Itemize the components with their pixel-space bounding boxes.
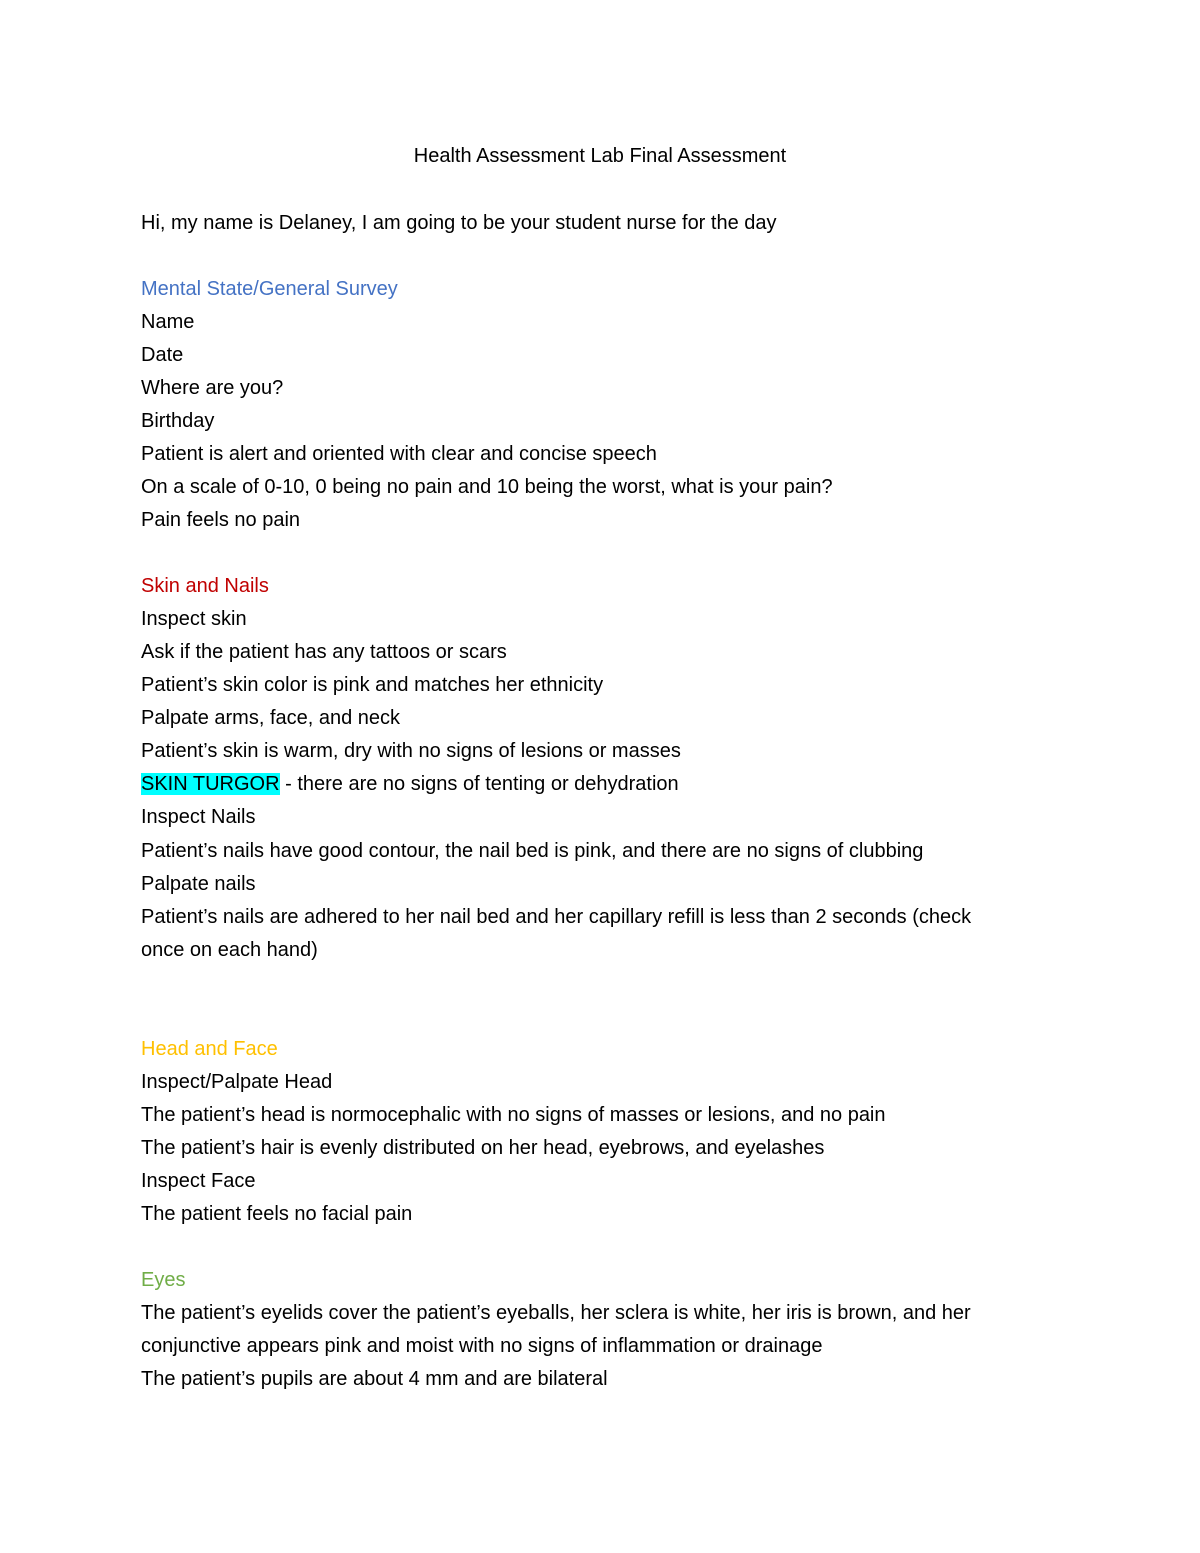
nails-line-inspect: Inspect Nails bbox=[141, 806, 256, 828]
face-line-inspect: Inspect Face bbox=[141, 1170, 256, 1192]
mental-line-birthday: Birthday bbox=[141, 410, 215, 432]
mental-line-alert: Patient is alert and oriented with clear and concise speech bbox=[141, 443, 657, 465]
section-heading-mental-state: Mental State/General Survey bbox=[141, 278, 398, 300]
mental-line-where: Where are you? bbox=[141, 377, 284, 399]
mental-line-pain-scale: On a scale of 0-10, 0 being no pain and 10 being the worst, what is your pain? bbox=[141, 476, 833, 498]
eyes-line-pupils: The patient’s pupils are about 4 mm and are bilateral bbox=[141, 1368, 608, 1390]
nails-line-palpate: Palpate nails bbox=[141, 873, 256, 895]
face-line-pain: The patient feels no facial pain bbox=[141, 1203, 413, 1225]
head-line-normocephalic: The patient’s head is normocephalic with no signs of masses or lesions, and no pain bbox=[141, 1104, 886, 1126]
section-heading-skin-nails: Skin and Nails bbox=[141, 575, 269, 597]
section-heading-eyes: Eyes bbox=[141, 1269, 186, 1291]
mental-line-pain-result: Pain feels no pain bbox=[141, 509, 301, 531]
skin-line-color: Patient’s skin color is pink and matches her ethnicity bbox=[141, 674, 604, 696]
document-title: Health Assessment Lab Final Assessment bbox=[413, 145, 787, 167]
skin-turgor-text: - there are no signs of tenting or dehydration bbox=[279, 773, 679, 795]
nails-line-contour: Patient’s nails have good contour, the nail bed is pink, and there are no signs of clubbing bbox=[141, 840, 924, 862]
nails-line-capillary: Patient’s nails are adhered to her nail bed and her capillary refill is less than 2 seconds (check bbox=[141, 906, 972, 928]
section-heading-head-face: Head and Face bbox=[141, 1038, 278, 1060]
skin-line-inspect: Inspect skin bbox=[141, 608, 247, 630]
eyes-line-eyelids: The patient’s eyelids cover the patient’s eyeballs, her sclera is white, her iris is brown, and her bbox=[141, 1302, 971, 1324]
skin-line-tattoos: Ask if the patient has any tattoos or scars bbox=[141, 641, 507, 663]
head-line-hair: The patient’s hair is evenly distributed on her head, eyebrows, and eyelashes bbox=[141, 1137, 825, 1159]
skin-turgor-highlight: SKIN TURGOR bbox=[141, 773, 280, 795]
skin-line-palpate: Palpate arms, face, and neck bbox=[141, 707, 401, 729]
skin-line-turgor bbox=[141, 771, 679, 797]
eyes-line-conjunctive: conjunctive appears pink and moist with no signs of inflammation or drainage bbox=[141, 1335, 823, 1357]
mental-line-date: Date bbox=[141, 344, 184, 366]
head-line-inspect: Inspect/Palpate Head bbox=[141, 1071, 333, 1093]
intro-text: Hi, my name is Delaney, I am going to be your student nurse for the day bbox=[141, 212, 777, 234]
mental-line-name: Name bbox=[141, 311, 195, 333]
nails-line-capillary-cont: once on each hand) bbox=[141, 939, 318, 961]
skin-line-warm-dry: Patient’s skin is warm, dry with no signs of lesions or masses bbox=[141, 740, 681, 762]
